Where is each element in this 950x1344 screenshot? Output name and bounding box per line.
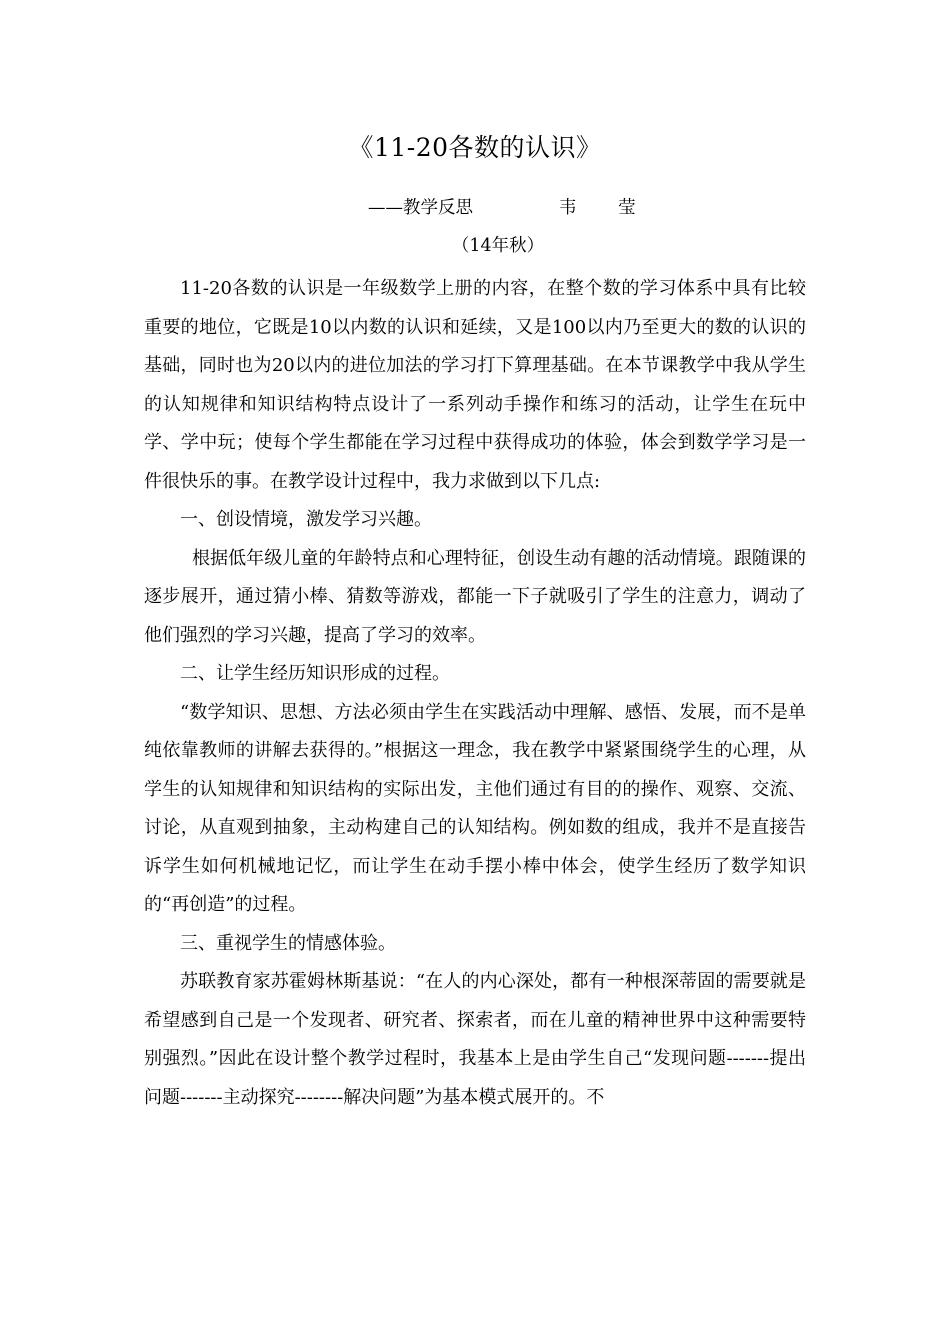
paragraph-intro: 11-20各数的认识是一年级数学上册的内容，在整个数的学习体系中具有比较重要的地位，它既是10以内数的认识和延续，又是100以内乃至更大的数的认识的基础，同时也为20以内的进位加法的学习打下算理基础。在本节课教学中我从学生的认知规律和知识结构特点设计了一系列动手操作和练习的活动，让学生在玩中学、学中玩；使每个学生都能在学习过程中获得成功的体验，体会到数学学习是一件很快乐的事。在教学设计过程中，我力求做到以下几点:: [144, 278, 806, 492]
document-date: （14年秋）: [451, 236, 545, 256]
paragraph-section-1: 根据低年级儿童的年龄特点和心理特征，创设生动有趣的活动情境。跟随课的逐步展开，通过猜小棒、猜数等游戏，都能一下子就吸引了学生的注意力，调动了他们强烈的学习兴趣，提高了学习的效率。: [144, 547, 806, 646]
document-subtitle: ——教学反思: [368, 198, 473, 218]
document-body: [144, 270, 806, 1117]
document-title: 《11-20各数的认识》: [348, 133, 602, 162]
section-heading-2: 二、让学生经历知识形成的过程。: [180, 663, 450, 684]
paragraph-section-3: 苏联教育家苏霍姆林斯基说：“在人的内心深处，都有一种根深蒂固的需要就是希望感到自己是一个发现者、研究者、探索者，而在儿童的精神世界中这种需要特别强烈。”因此在设计整个教学过程时，我基本上是由学生自己“发现问题-------提出问题-------主动探究--------解决问题”为基本模式展开的。不: [144, 971, 806, 1108]
paragraph-section-2: “数学知识、思想、方法必须由学生在实践活动中理解、感悟、发展，而不是单纯依靠教师的讲解去获得的。”根据这一理念，我在教学中紧紧围绕学生的心理，从学生的认知规律和知识结构的实际出发，主他们通过有目的的操作、观察、交流、讨论，从直观到抽象，主动构建自己的认知结构。例如数的组成，我并不是直接告诉学生如何机械地记忆，而让学生在动手摆小棒中体会，使学生经历了数学知识的“再创造”的过程。: [144, 701, 806, 915]
document-author: 韦 莹: [559, 198, 654, 218]
document-subtitle-line: [368, 194, 654, 222]
section-heading-1: 一、创设情境，激发学习兴趣。: [180, 509, 432, 530]
section-heading-3: 三、重视学生的情感体验。: [180, 932, 396, 954]
